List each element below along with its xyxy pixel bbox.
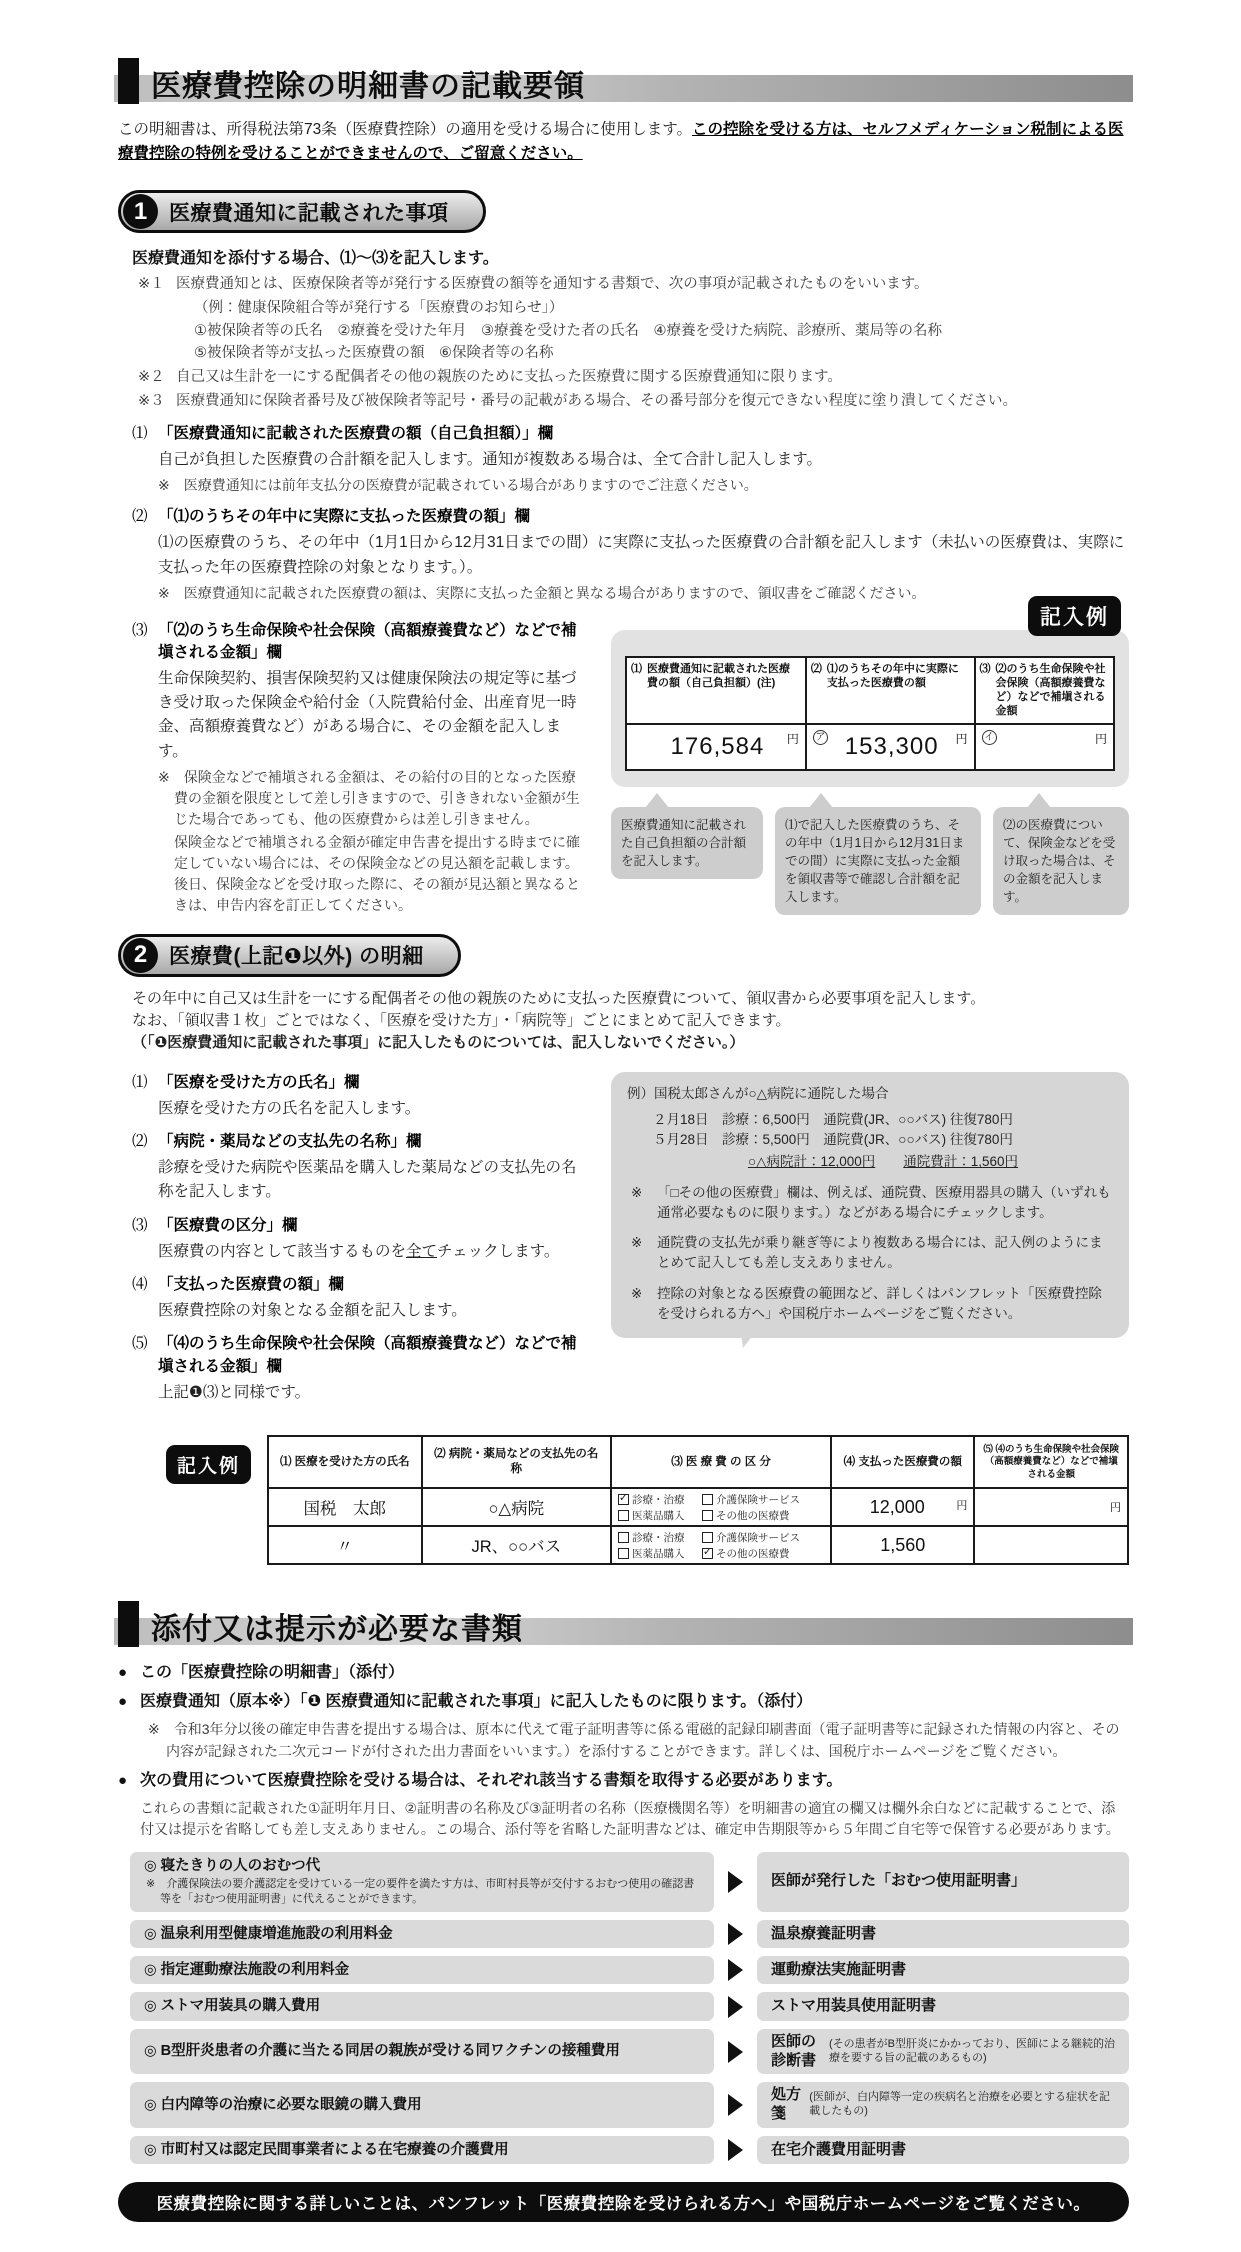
checkbox-nursing-label: 介護保険サービス (715, 1531, 800, 1544)
s2-item1-number: ⑴ (132, 1073, 148, 1091)
checkbox-treatment: ✓ (618, 1491, 629, 1504)
doc-label: ストマ用装具使用証明書 (771, 1997, 937, 2015)
section1-item1 (132, 423, 1129, 496)
section1-header (118, 190, 486, 233)
document-row-1 (118, 1852, 1129, 1912)
ex1-callout-2: ⑴で記入した医療費のうち、その年中（1月1日から12月31日までの間）に実際に支払った金額を領収書等で確認し合計額を記入します。 (775, 807, 981, 916)
document-row-5 (118, 2029, 1129, 2075)
section1-title: 医療費通知に記載された事項 (169, 201, 449, 225)
item3-note2: 保険金などで補塡される金額が確定申告書を提出する時までに確定していない場合には、その保険金などの見込額を記載します。後日、保険金などを受け取った際に、その額が見込額と異なるときは、申告内容を訂正してください。 (174, 833, 580, 913)
checkbox-other-label: その他の医療費 (715, 1547, 790, 1560)
section2-header (118, 934, 461, 977)
ex2-header-insurance: ⑸ ⑷のうち生命保険や社会保険（高額療養費など）などで補塡される金額 (974, 1436, 1128, 1488)
ex2-row1-payee: ○△病院 (422, 1488, 611, 1526)
ex1-col1-number: ⑴ (631, 662, 642, 675)
ex1-col3-prefix: イ (982, 730, 997, 745)
bullet2-bold: 「❶ 医療費通知に記載された事項」 (299, 1693, 550, 1711)
ex1-callout-1: 医療費通知に記載された自己負担額の合計額を記入します。 (611, 807, 763, 879)
section3-title-block (118, 1591, 1129, 1647)
bubble-note3 (627, 1284, 1113, 1325)
ex2-row-2 (268, 1526, 1128, 1564)
item1-heading: 「医療費通知に記載された医療費の額（自己負担額）」欄 (158, 424, 554, 442)
doc-label: 在宅介護費用証明書 (771, 2140, 907, 2158)
expense-item-stoma (130, 1992, 714, 2020)
item3-note1: ※ 保険金などで補塡される金額は、その給付の目的となった医療費の金額を限度として差し引きますので、引ききれない金額が生じた場合であっても、他の医療費からは差し引きません。 (158, 768, 580, 827)
doc-label: 温泉療養証明書 (771, 1924, 877, 1942)
checkbox-medicine-label: 医薬品購入 (631, 1509, 685, 1522)
expense-label: ◎ 白内障等の治療に必要な眼鏡の購入費用 (144, 2096, 422, 2113)
item2-heading: 「⑴のうちその年中に実際に支払った医療費の額」欄 (158, 508, 531, 526)
required-doc-diaper-cert (757, 1852, 1129, 1912)
section2-item2 (132, 1131, 589, 1205)
expense-item-glasses (130, 2082, 714, 2128)
bubble-note1 (627, 1183, 1113, 1224)
s2-item1-heading: 「医療を受けた方の氏名」欄 (158, 1073, 360, 1091)
section2-columns (132, 1062, 1129, 1410)
footer-notice-bar: 医療費控除に関する詳しいことは、パンフレット「医療費控除を受けられる方へ」や国税庁ホームページをご覧ください。 (118, 2182, 1129, 2222)
ex2-row1-amount: 12,000 (869, 1496, 925, 1517)
checkbox-nursing (702, 1532, 713, 1543)
expense-label: ◎ 市町村又は認定民間事業者による在宅療養の介護費用 (144, 2141, 509, 2158)
checkbox-treatment-label: 診療・治療 (631, 1493, 685, 1506)
ex2-row1-insurance-cell (974, 1488, 1128, 1526)
checkbox-other (702, 1510, 713, 1521)
ex1-col2-value: 153,300 (844, 732, 939, 760)
intro-text: この明細書は、所得税法第73条（医療費控除）の適用を受ける場合に使用します。 (118, 121, 693, 138)
checkbox-medicine (618, 1510, 629, 1521)
ex2-row2-payee: JR、○○バス (422, 1526, 611, 1564)
checkbox-medicine (618, 1548, 629, 1559)
arrow-right-icon (728, 1923, 743, 1945)
ex1-col2-prefix: ア (813, 730, 828, 745)
entry-example2-label: 記入例 (166, 1445, 251, 1484)
s2-item3-body-pre: 医療費の内容として該当するものを (158, 1242, 407, 1260)
required-doc-stoma-cert (757, 1992, 1129, 2020)
ex1-callout-3: ⑵の医療費について、保険金などを受け取った場合は、その金額を記入します。 (993, 807, 1129, 916)
intro-paragraph (118, 118, 1129, 166)
bullet2-post: に記入したものに限ります。（添付） (549, 1693, 813, 1711)
bubble-note3-text: 控除の対象となる医療費の範囲など、詳しくはパンフレット「医療費控除を受けられる方へ」や国税庁ホームページをご覧ください。 (657, 1285, 1102, 1321)
bullet2-marker: ● (118, 1693, 128, 1711)
attach-bullet3-body: これらの書類に記載された①証明年月日、②証明書の名称及び③証明者の名称（医療機関名等）を明細書の適宜の欄又は欄外余白などに記載することで、添付又は提示を省略しても差し支えありません。この場合、添付等を省略した証明書などは、確定申告期限等から５年間ご自宅等で保管する必要があります。 (140, 1799, 1120, 1837)
expense-label: ◎ 指定運動療法施設の利用料金 (144, 1962, 350, 1979)
doc-note: (その患者がB型肝炎にかかっており、医師による継続的治療を要する旨の記載のあるもの) (829, 2037, 1116, 2064)
section2-lead3-text: （「❶医療費通知に記載された事項」に記入したものについては、記入しないでください。） (132, 1033, 745, 1051)
expense-item-diaper (130, 1852, 714, 1912)
bullet3-marker: ● (118, 1771, 128, 1789)
section1-item2 (132, 506, 1129, 604)
bubble-note2 (627, 1233, 1113, 1274)
required-doc-exercise-cert (757, 1956, 1129, 1984)
note1-text: 医療費通知とは、医療保険者等が発行する医療費の額等を通知する書類で、次の事項が記載されたものをいいます。 (176, 276, 929, 293)
s2-item2-heading: 「病院・薬局などの支払先の名称」欄 (158, 1133, 422, 1150)
ex1-col1-prefix (633, 730, 648, 745)
item2-body: ⑴の医療費のうち、その年中（1月1日から12月31日までの間）に実際に支払った医療費の合計額を記入します（未払いの医療費は、実際に支払った年の医療費控除の対象となります。）。 (158, 534, 1125, 576)
expense-label: ◎ 寝たきりの人のおむつ代 (144, 1857, 321, 1874)
entry-example-1 (611, 605, 1129, 916)
main-title-block (118, 48, 1129, 104)
ex1-col1-unit: 円 (786, 731, 799, 746)
section2-item5 (132, 1333, 589, 1405)
entry-example1-table (625, 656, 1115, 771)
bubble-title: 例）国税太郎さんが○△病院に通院した場合 (627, 1085, 889, 1101)
page-title: 医療費控除の明細書の記載要領 (151, 70, 585, 103)
bullet3-text: 次の費用について医療費控除を受ける場合は、それぞれ該当する書類を取得する必要があります。 (140, 1771, 843, 1789)
title-stripe-icon (118, 58, 139, 104)
item3-body: 生命保険契約、損害保険契約又は健康保険法の規定等に基づき受け取った保険金や給付金（入院費給付金、出産育児一時金、高額療養費など）がある場合に、その金額を記入します。 (158, 670, 577, 760)
section1-note1-sub1: （例：健康保険組合等が発行する「医療費のお知らせ」） (194, 299, 564, 316)
section2-lead1: その年中に自己又は生計を一にする配偶者その他の親族のために支払った医療費について、領収書から必要事項を記入します。 (132, 989, 986, 1007)
document-row-4 (118, 1992, 1129, 2020)
doc-note: (医師が、白内障等一定の疾病名と治療を必要とする症状を記載したもの) (809, 2091, 1110, 2118)
note2-text: 自己又は生計を一にする配偶者その他の親族のために支払った医療費に関する医療費通知に限ります。 (176, 369, 842, 386)
ex2-row2-category (611, 1526, 831, 1564)
ex1-col2-unit: 円 (955, 731, 968, 746)
expense-item-onsen (130, 1920, 714, 1948)
section1-note3 (132, 391, 1129, 413)
s2-item5-number: ⑸ (132, 1335, 148, 1353)
expense-label: ◎ B型肝炎患者の介護に当たる同居の親族が受ける同ワクチンの接種費用 (144, 2043, 620, 2060)
bubble-totals (627, 1152, 1113, 1172)
item1-body: 自己が負担した医療費の合計額を記入します。通知が複数ある場合は、全て合計し記入します。 (158, 451, 823, 468)
ex2-header-name: ⑴ 医療を受けた方の氏名 (268, 1436, 422, 1488)
document-row-2 (118, 1920, 1129, 1948)
note3-text: 医療費通知に保険者番号及び被保険者等記号・番号の記載がある場合、その番号部分を復元できない程度に塗り潰してください。 (176, 392, 1017, 409)
checkbox-nursing (702, 1494, 713, 1505)
ex2-row2-name: 〃 (268, 1526, 422, 1564)
expense-note: ※ 介護保険法の要介護認定を受けている一定の要件を満たす方は、市町村長等が交付するおむつ使用の確認書等を「おむつ使用証明書」に代えることができます。 (146, 1878, 695, 1906)
doc-label: 運動療法実施証明書 (771, 1960, 907, 1978)
s2-item5-body: 上記❶⑶と同様です。 (158, 1384, 311, 1402)
arrow-right-icon (728, 2041, 743, 2063)
item2-number: ⑵ (132, 508, 148, 526)
item2-note: ※ 医療費通知に記載された医療費の額は、実際に支払った金額と異なる場合がありますので、領収書をご確認ください。 (158, 584, 926, 601)
entry-example1-label: 記入例 (1028, 596, 1121, 636)
expense-label: ◎ 温泉利用型健康増進施設の利用料金 (144, 1925, 393, 1942)
ex1-col2-value-cell (806, 724, 975, 770)
checkbox-nursing-label: 介護保険サービス (715, 1493, 800, 1506)
item1-number: ⑴ (132, 424, 148, 442)
checkbox-treatment-label: 診療・治療 (631, 1531, 685, 1544)
ex2-row1-insurance-unit: 円 (1110, 1502, 1121, 1515)
section1-note1-sub3: ⑤被保険者等が支払った医療費の額 ⑥保険者等の名称 (194, 345, 554, 362)
ex2-header-amount: ⑷ 支払った医療費の額 (831, 1436, 974, 1488)
ex1-col1-header (626, 657, 806, 724)
s2-item5-heading: 「⑷のうち生命保険や社会保険（高額療養費など）などで補塡される金額」欄 (158, 1335, 577, 1375)
ex2-row-1 (268, 1488, 1128, 1526)
section2-item1 (132, 1072, 589, 1121)
ex1-col3-value-cell (975, 724, 1115, 770)
section2-title: 医療費(上記❶以外) の明細 (169, 945, 424, 969)
ex1-col1-header-text: 医療費通知に記載された医療費の額（自己負担額）(注) (647, 662, 790, 689)
s2-item4-number: ⑷ (132, 1275, 148, 1293)
section3-title: 添付又は提示が必要な書類 (151, 1613, 523, 1647)
expense-item-exercise (130, 1956, 714, 1984)
section3-content (118, 1661, 1129, 2164)
expense-item-hepatitis (130, 2029, 714, 2075)
entry-example1-bubble (611, 630, 1129, 787)
ex2-row1-unit: 円 (956, 1499, 968, 1512)
required-doc-diagnosis (757, 2029, 1129, 2075)
note2-label: ※２ (138, 369, 165, 386)
required-doc-prescription (757, 2082, 1129, 2128)
bubble-note2-label: ※ (631, 1235, 643, 1251)
section2-lead3 (132, 1031, 1129, 1052)
section1-note1-sub2: ①被保険者等の氏名 ②療養を受けた年月 ③療養を受けた者の氏名 ④療養を受けた病院、診療所、薬局等の名称 (194, 322, 942, 339)
section2-lead2: なお、「領収書１枚」ごとではなく、「医療を受けた方」・「病院等」ごとにまとめて記入できます。 (132, 1011, 791, 1029)
ex2-row1-name: 国税 太郎 (268, 1488, 422, 1526)
ex1-col2-header-text: ⑴のうちその年中に実際に支払った医療費の額 (826, 662, 959, 689)
section2-example-bubble (611, 1072, 1129, 1339)
entry-example-2 (132, 1435, 1129, 1565)
checkbox-treatment (618, 1532, 629, 1543)
document-row-6 (118, 2082, 1129, 2128)
note1-label: ※１ (138, 276, 165, 293)
s2-item1-body: 医療を受けた方の氏名を記入します。 (158, 1099, 421, 1117)
s2-item3-body (132, 1240, 589, 1264)
document-row-7 (118, 2136, 1129, 2164)
arrow-right-icon (728, 2139, 743, 2161)
s2-item3-heading: 「医療費の区分」欄 (158, 1216, 298, 1234)
expense-label: ◎ ストマ用装具の購入費用 (144, 1998, 321, 2015)
section3-stripe-icon (118, 1601, 139, 1647)
s2-item3-number: ⑶ (132, 1216, 148, 1234)
section1-number-badge: 1 (123, 194, 158, 229)
ex1-col3-header-text: ⑵のうち生命保険や社会保険（高額療養費など）などで補塡される金額 (995, 662, 1106, 718)
document-row-3 (118, 1956, 1129, 1984)
bubble-line2: ５月28日 診療：5,500円 通院費(JR、○○バス) 往復780円 (653, 1132, 1013, 1148)
bullet1-marker: ● (118, 1664, 128, 1682)
required-doc-onsen-cert (757, 1920, 1129, 1948)
arrow-right-icon (728, 1996, 743, 2018)
ex2-header-category: ⑶ 医 療 費 の 区 分 (611, 1436, 831, 1488)
ex2-row2-insurance-cell (974, 1526, 1128, 1564)
section2-item3 (132, 1215, 589, 1264)
ex1-col2-number: ⑵ (810, 662, 822, 675)
intro-warning-text: この控除を受ける方は、セルフメディケーション税制による医療費控除の特例を受けることができませんので、ご留意ください。 (118, 121, 1124, 163)
doc-label: 医師の診断書 (771, 2032, 817, 2069)
doc-label: 処方箋 (771, 2086, 802, 2123)
s2-item3-body-underlined: 全て (406, 1242, 438, 1260)
bubble-line1: ２月18日 診療：6,500円 通院費(JR、○○バス) 往復780円 (653, 1111, 1013, 1127)
s2-item2-body: 診療を受けた病院や医薬品を購入した薬局などの支払先の名称を記入します。 (158, 1159, 577, 1201)
bullet2-pre: 医療費通知（原本※） (140, 1693, 300, 1711)
ex2-row1-amount-cell (831, 1488, 974, 1526)
checkbox-other: ✓ (702, 1545, 713, 1558)
item1-note: ※ 医療費通知には前年支払分の医療費が記載されている場合がありますのでご注意ください。 (158, 477, 758, 494)
ex2-row2-amount: 1,560 (880, 1534, 926, 1555)
s2-item3-body-post: チェックします。 (437, 1242, 560, 1260)
arrow-right-icon (728, 2094, 743, 2116)
section2-content (118, 987, 1129, 1566)
entry-example1-callouts (611, 807, 1129, 916)
bubble-note1-label: ※ (631, 1184, 643, 1200)
ex1-col1-value: 176,584 (670, 732, 765, 760)
bubble-note1-text: 「□その他の医療費」欄は、例えば、通院費、医療用器具の購入（いずれも通常必要なものに限ります。）などがある場合にチェックします。 (657, 1184, 1111, 1220)
ex2-row2-amount-cell (831, 1526, 974, 1564)
expense-item-homecare (130, 2136, 714, 2164)
arrow-right-icon (728, 1959, 743, 1981)
ex1-col3-unit: 円 (1094, 731, 1107, 746)
arrow-right-icon (728, 1871, 743, 1893)
section1-content (118, 245, 1129, 919)
section1-note1 (132, 274, 1129, 296)
ex1-col3-header (975, 657, 1115, 724)
note3-label: ※３ (138, 392, 165, 409)
ex1-col3-number: ⑶ (979, 662, 991, 675)
section1-lead: 医療費通知を添付する場合、⑴～⑶を記入します。 (132, 250, 499, 268)
entry-example2-table (267, 1435, 1129, 1565)
checkbox-other-label: その他の医療費 (715, 1509, 790, 1522)
ex2-row1-category (611, 1488, 831, 1526)
ex2-header-payee: ⑵ 病院・薬局などの支払先の名称 (422, 1436, 611, 1488)
ex1-col1-value-cell (626, 724, 806, 770)
attach-bullet-3 (118, 1769, 1129, 1793)
bubble-note2-text: 通院費の支払先が乗り継ぎ等により複数ある場合には、記入例のようにまとめて記入しても差し支えありません。 (657, 1235, 1103, 1271)
attach-bullet2-note: ※ 令和3年分以後の確定申告書を提出する場合は、原本に代えて電子証明書等に係る電磁的記録印刷書面（電子証明書等に記録された情報の内容と、その内容が記録された二次元コードが付された出力書面をいいます。）を添付することができます。詳しくは、国税庁ホームページをご覧ください。 (148, 1721, 1120, 1760)
s2-item4-heading: 「支払った医療費の額」欄 (158, 1275, 345, 1293)
s2-item2-number: ⑵ (132, 1133, 148, 1150)
section1-bottom-zone (132, 605, 1129, 920)
bullet1-text: この「医療費控除の明細書」（添付） (140, 1664, 405, 1682)
bubble-total-transport: 通院費計：1,560円 (903, 1154, 1019, 1170)
bubble-total-hospital: ○△病院計：12,000円 (747, 1154, 876, 1170)
ex1-col2-header (806, 657, 975, 724)
section2-number-badge: 2 (123, 938, 158, 973)
item3-heading: 「⑵のうち生命保険や社会保険（高額療養費など）などで補塡される金額」欄 (158, 621, 577, 661)
item3-number: ⑶ (132, 621, 148, 639)
doc-label: 医師が発行した「おむつ使用証明書」 (771, 1872, 1027, 1890)
section2-item4 (132, 1274, 589, 1323)
checkbox-medicine-label: 医薬品購入 (631, 1547, 685, 1560)
attach-bullet-2 (118, 1690, 1129, 1714)
required-doc-homecare-cert (757, 2136, 1129, 2164)
section1-item3 (132, 620, 589, 916)
section1-note2 (132, 367, 1129, 389)
s2-item4-body: 医療費控除の対象となる金額を記入します。 (158, 1302, 467, 1320)
bubble-note3-label: ※ (631, 1285, 643, 1301)
attach-bullet-1 (118, 1661, 1129, 1685)
